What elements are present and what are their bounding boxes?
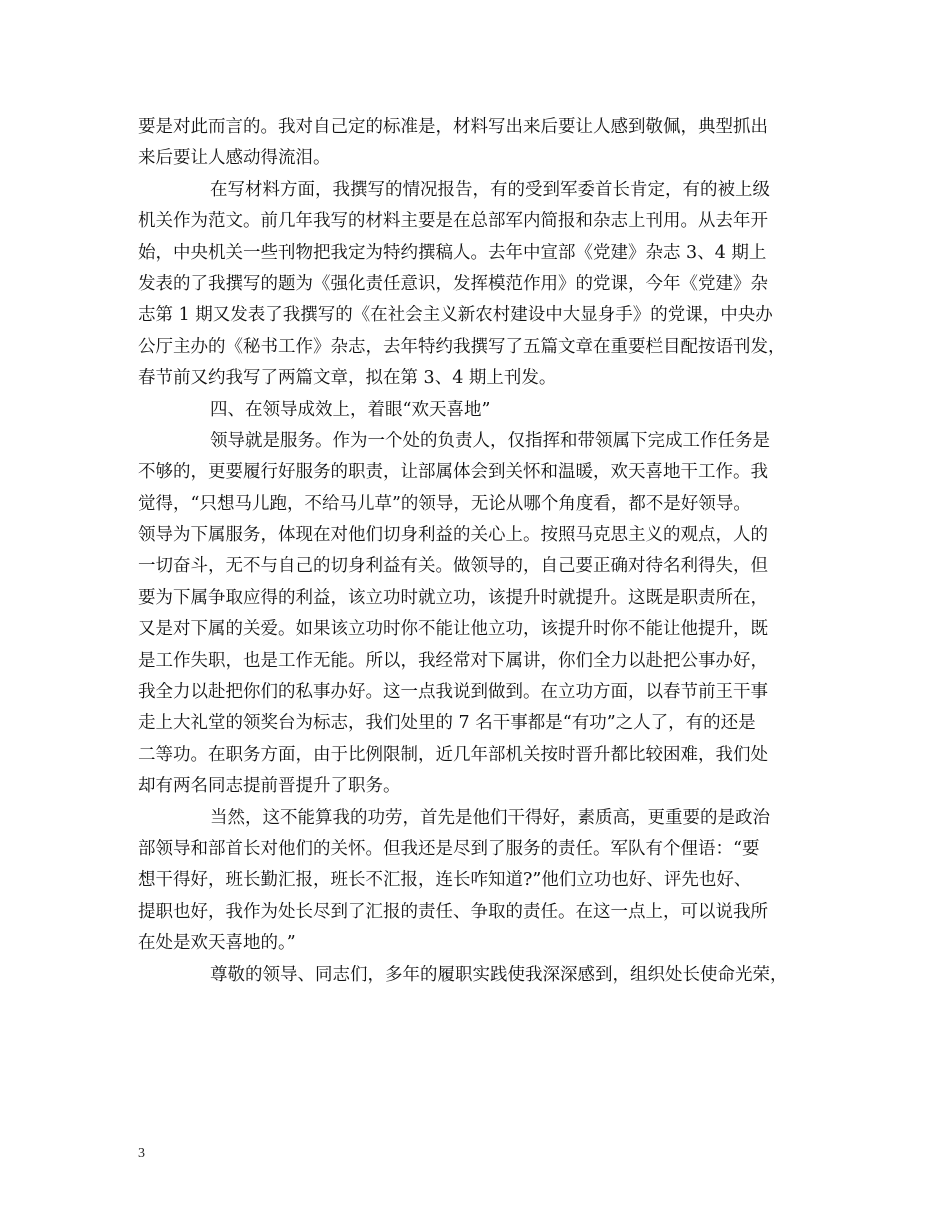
text-line-24: 部领导和部首长对他们的关怀。但我还是尽到了服务的责任。军队有个俚语：“要 xyxy=(138,838,760,859)
text-line-6: 发表的了我撰写的题为《强化责任意识，发挥模范作用》的党课，今年《党建》杂 xyxy=(138,273,768,294)
text-line-15: 一切奋斗，无不与自己的切身利益有关。做领导的，自己要正确对待名利得失，但 xyxy=(138,556,768,577)
text-line-4: 机关作为范文。前几年我写的材料主要是在总部军内简报和杂志上刊用。从去年开 xyxy=(138,211,768,232)
text-line-26: 提职也好，我作为处长尽到了汇报的责任、争取的责任。在这一点上，可以说我所 xyxy=(138,901,768,922)
text-line-22: 却有两名同志提前晋提升了职务。 xyxy=(138,776,401,797)
text-line-9: 春节前又约我写了两篇文章，拟在第 3、4 期上刊发。 xyxy=(138,368,557,389)
paragraph-start-credit: 当然，这不能算我的功劳，首先是他们干得好，素质高，更重要的是政治 xyxy=(210,807,770,828)
text-line-12: 不够的，更要履行好服务的职责，让部属体会到关怀和温暖，欢天喜地干工作。我 xyxy=(138,462,768,483)
paragraph-start-leadership: 领导就是服务。作为一个处的负责人，仅指挥和带领属下完成工作任务是 xyxy=(210,430,770,451)
text-line-20: 走上大礼堂的领奖台为标志，我们处里的 7 名干事都是“有功”之人了，有的还是 xyxy=(138,713,756,734)
text-line-13: 觉得，“只想马儿跑，不给马儿草”的领导，无论从哪个角度看，都不是好领导。 xyxy=(138,493,751,514)
text-line-18: 是工作失职，也是工作无能。所以，我经常对下属讲，你们全力以赴把公事办好， xyxy=(138,650,768,671)
paragraph-start-conclusion: 尊敬的领导、同志们，多年的履职实践使我深深感到，组织处长使命光荣， xyxy=(210,964,788,985)
section-heading: 四、在领导成效上，着眼“欢天喜地” xyxy=(210,399,491,420)
text-line-27: 在处是欢天喜地的。” xyxy=(138,933,296,954)
text-line-5: 始，中央机关一些刊物把我定为特约撰稿人。去年中宣部《党建》杂志 3、4 期上 xyxy=(138,242,767,263)
page-number: 3 xyxy=(138,1146,145,1161)
text-line-25: 想干得好，班长勤汇报，班长不汇报，连长咋知道?”他们立功也好、评先也好、 xyxy=(138,870,752,891)
text-line-8: 公厅主办的《秘书工作》杂志，去年特约我撰写了五篇文章在重要栏目配按语刊发， xyxy=(138,336,786,357)
text-line-17: 又是对下属的关爱。如果该立功时你不能让他立功，该提升时你不能让他提升，既 xyxy=(138,619,768,640)
text-line-2: 来后要让人感动得流泪。 xyxy=(138,148,331,169)
text-line-7: 志第 1 期又发表了我撰写的《在社会主义新农村建设中大显身手》的党课，中央办 xyxy=(138,305,773,326)
body-text xyxy=(138,112,818,991)
paragraph-start-writing: 在写材料方面，我撰写的情况报告，有的受到军委首长肯定，有的被上级 xyxy=(210,179,770,200)
text-line-19: 我全力以赴把你们的私事办好。这一点我说到做到。在立功方面，以春节前王干事 xyxy=(138,682,768,703)
text-line-21: 二等功。在职务方面，由于比例限制，近几年部机关按时晋升都比较困难，我们处 xyxy=(138,744,768,765)
text-line-1: 要是对此而言的。我对自己定的标准是，材料写出来后要让人感到敬佩，典型抓出 xyxy=(138,117,768,137)
text-line-14: 领导为下属服务，体现在对他们切身利益的关心上。按照马克思主义的观点，人的 xyxy=(138,525,768,546)
text-line-16: 要为下属争取应得的利益，该立功时就立功，该提升时就提升。这既是职责所在， xyxy=(138,587,768,608)
